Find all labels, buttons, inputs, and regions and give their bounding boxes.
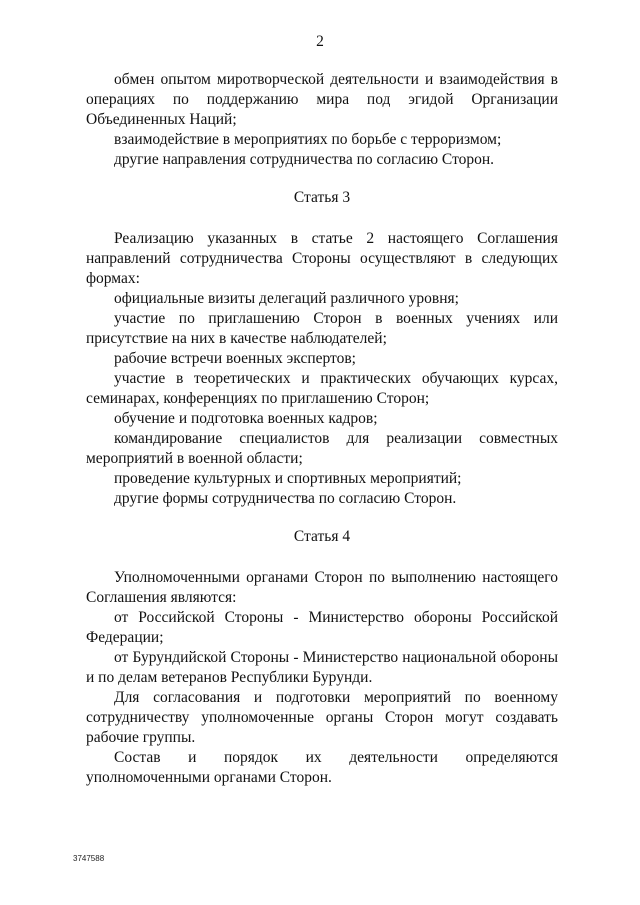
article-4-paragraph: Для согласования и подготовки мероприятий по военному сотрудничеству уполномоченные органы Сторон могут создавать рабочие группы. [86,689,558,746]
article-3-paragraph: рабочие встречи военных экспертов; [114,350,356,367]
article-3-paragraph: официальные визиты делегаций различного уровня; [114,290,459,307]
article-4-paragraph: Состав и порядок их деятельности определяются уполномоченными органами Сторон. [86,749,558,786]
article-3-paragraph: другие формы сотрудничества по согласию Сторон. [114,490,457,507]
article-3-title: Статья 3 [293,189,351,206]
article-3-paragraph: участие в теоретических и практических обучающих курсах, семинарах, конференциях по приглашению Сторон; [86,370,558,407]
article-3-paragraph: проведение культурных и спортивных мероприятий; [114,470,462,487]
document-code: 3747588 [73,854,105,863]
article-4-title: Статья 4 [293,528,351,545]
intro-paragraph: взаимодействие в мероприятиях по борьбе с терроризмом; [114,131,502,148]
page-number: 2 [316,33,324,50]
article-3-paragraph: участие по приглашению Сторон в военных учениях или присутствие на них в качестве наблюдателей; [86,310,558,347]
intro-paragraph: обмен опытом миротворческой деятельности и взаимодействия в операциях по поддержанию мира под эгидой Организации Объединенных Наций; [86,71,558,128]
article-4-paragraph: от Бурундийской Стороны - Министерство национальной обороны и по делам ветеранов Республики Бурунди. [86,649,558,686]
article-4-paragraph: Уполномоченными органами Сторон по выполнению настоящего Соглашения являются: [86,569,558,606]
article-3-paragraph: командирование специалистов для реализации совместных мероприятий в военной области; [86,430,558,467]
intro-paragraph: другие направления сотрудничества по согласию Сторон. [114,151,495,168]
article-4-paragraph: от Российской Стороны - Министерство обороны Российской Федерации; [86,609,558,646]
article-3-paragraph: обучение и подготовка военных кадров; [114,410,378,427]
document-body [86,70,558,788]
article-3-paragraph: Реализацию указанных в статье 2 настоящего Соглашения направлений сотрудничества Стороны осуществляют в следующих формах: [86,230,558,287]
